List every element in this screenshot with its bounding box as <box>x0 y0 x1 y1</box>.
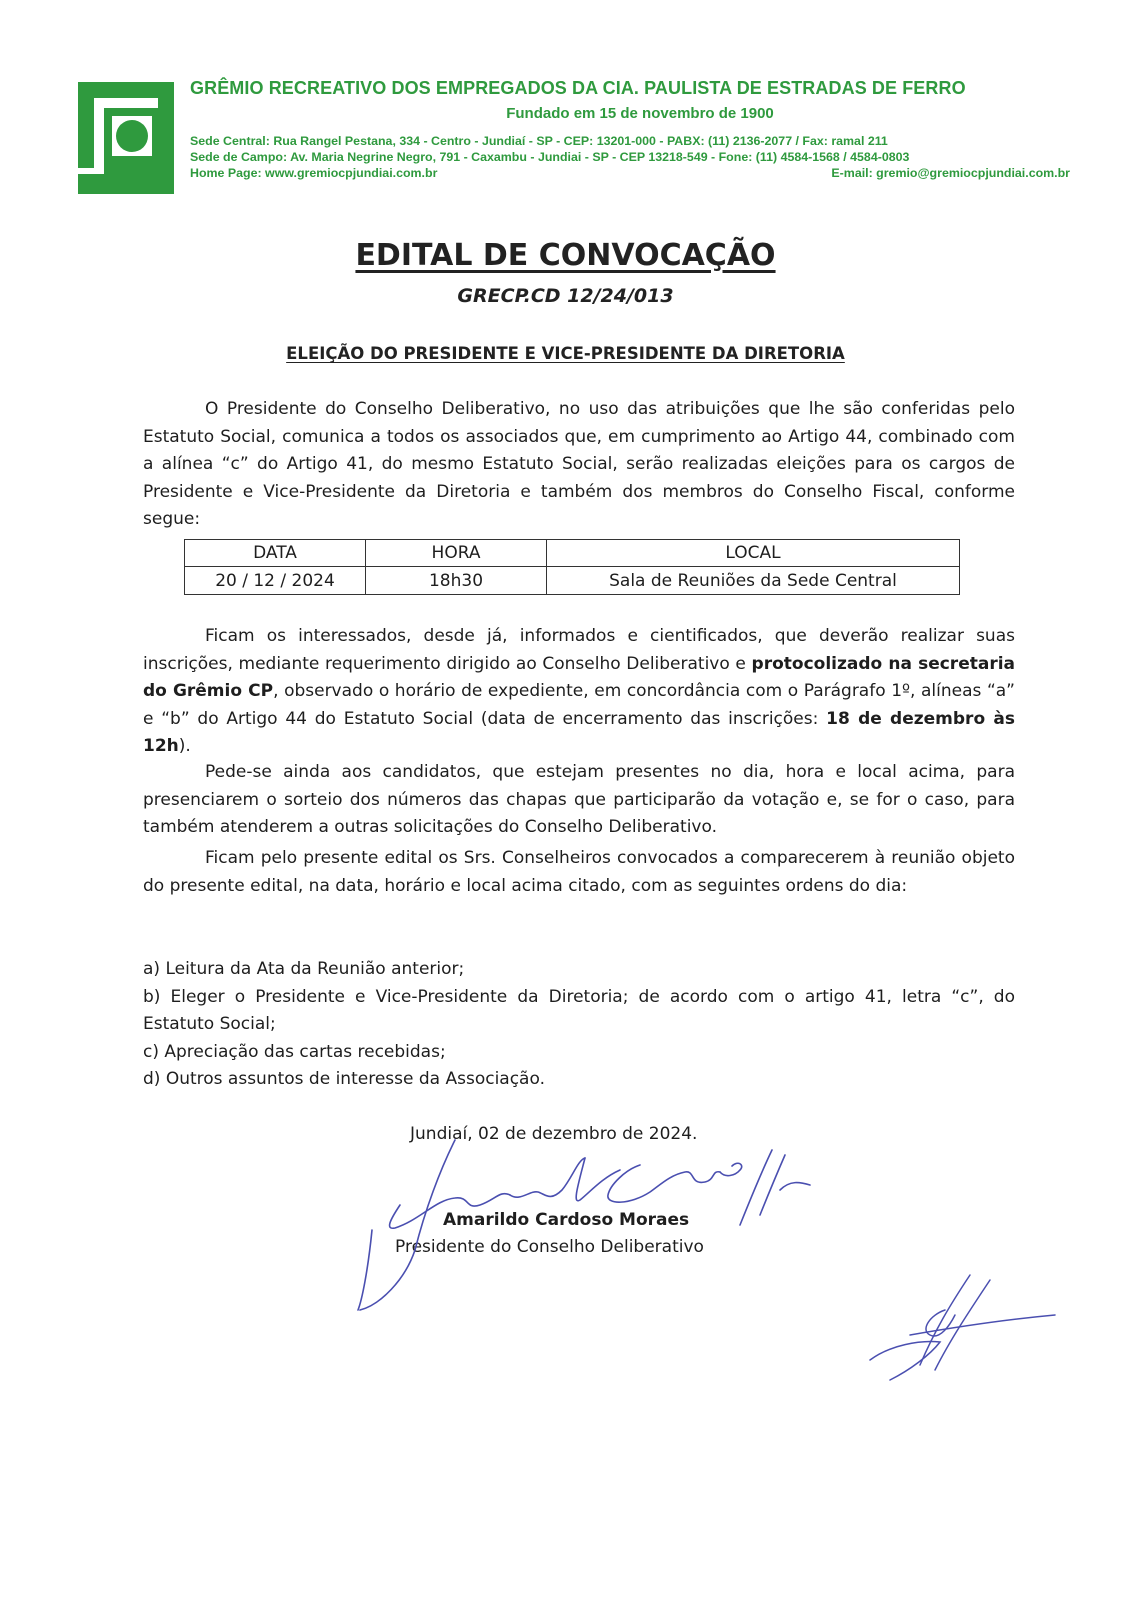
registration-deadline: 18 de dezembro às 12h <box>143 708 1015 756</box>
signer-role: Presidente do Conselho Deliberativo <box>395 1237 704 1257</box>
gremio-cp-logo-icon <box>78 82 174 194</box>
table-header-row <box>185 540 960 567</box>
document-title: EDITAL DE CONVOCAÇÃO <box>355 238 776 273</box>
header-time: HORA <box>366 540 547 567</box>
list-item: c) Apreciação das cartas recebidas; <box>143 1041 446 1062</box>
paragraph-candidates-text: Pede-se ainda aos candidatos, que estejam presentes no dia, hora e local acima, para presenciarem o sorteio dos números das chapas que participarão da votação e, se for o caso, para também atenderem a outras solicitações do Conselho Deliberativo. <box>143 762 1015 837</box>
central-office-text: Sede Central: Rua Rangel Pestana, 334 - Centro - Jundiaí - SP - CEP: 13201-000 - PABX: (11) 2136-2077 / Fax: ramal 211 <box>190 134 888 148</box>
contact-line <box>190 166 1070 180</box>
signer-name: Amarildo Cardoso Moraes <box>443 1210 690 1230</box>
place-and-date: Jundiaí, 02 de dezembro de 2024. <box>410 1124 698 1144</box>
agenda-list <box>143 956 1015 1094</box>
cell-time: 18h30 <box>366 567 547 595</box>
election-schedule-table <box>184 539 960 595</box>
homepage-link[interactable]: Home Page: www.gremiocpjundiai.com.br <box>190 166 438 180</box>
country-office-text: Sede de Campo: Av. Maria Negrine Negro, 791 - Caxambu - Jundiai - SP - CEP 13218-549 - Fone: (11) 4584-1568 / 4584-0803 <box>190 150 910 164</box>
header-place: LOCAL <box>547 540 960 567</box>
country-office-address <box>190 150 1070 164</box>
paragraph-candidates <box>143 759 1015 842</box>
paragraph-registration <box>143 623 1015 761</box>
paragraph-councilors <box>143 845 1015 900</box>
registration-text-1: Ficam os interessados, desde já, informados e cientificados, que deverão realizar suas inscrições, mediante requerimento dirigido ao Conselho Deliberativo e <box>143 626 1015 674</box>
paragraph-announcement <box>143 396 1015 534</box>
initials-signature-icon <box>850 1270 1060 1390</box>
organization-name: GRÊMIO RECREATIVO DOS EMPREGADOS DA CIA. PAULISTA DE ESTRADAS DE FERRO <box>190 78 966 98</box>
paragraph-councilors-text: Ficam pelo presente edital os Srs. Conselheiros convocados a comparecerem à reunião objeto do presente edital, na data, horário e local acima citado, com as seguintes ordens do dia: <box>143 848 1015 896</box>
handwritten-signature-icon <box>340 1130 820 1320</box>
registration-text-3: ). <box>178 736 191 756</box>
founded-date: Fundado em 15 de novembro de 1900 <box>506 105 774 122</box>
document-subject: ELEIÇÃO DO PRESIDENTE E VICE-PRESIDENTE DA DIRETORIA <box>286 344 845 363</box>
central-office-address <box>190 134 1070 148</box>
list-item: d) Outros assuntos de interesse da Associação. <box>143 1069 545 1089</box>
list-item: a) Leitura da Ata da Reunião anterior; <box>143 959 465 979</box>
registration-text-2: , observado o horário de expediente, em concordância com o Parágrafo 1º, alíneas “a” e “b” do Artigo 44 do Estatuto Social (data de encerramento das inscrições: <box>143 681 1015 729</box>
email-link[interactable]: E-mail: gremio@gremiocpjundiai.com.br <box>831 166 1070 180</box>
cell-place: Sala de Reuniões da Sede Central <box>547 567 960 595</box>
registration-bold-1: protocolizado na secretaria do Grêmio CP <box>143 653 1016 701</box>
list-item: b) Eleger o Presidente e Vice-Presidente da Diretoria; de acordo com o artigo 41, letra “c”, do Estatuto Social; <box>143 986 1015 1034</box>
table-row <box>185 567 960 595</box>
header-date: DATA <box>185 540 366 567</box>
cell-date: 20 / 12 / 2024 <box>185 567 366 595</box>
document-reference: GRECP.CD 12/24/013 <box>457 285 674 307</box>
paragraph-announcement-text: O Presidente do Conselho Deliberativo, no uso das atribuições que lhe são conferidas pelo Estatuto Social, comunica a todos os associados que, em cumprimento ao Artigo 44, combinado com a alínea “c” do Artigo 41, do mesmo Estatuto Social, serão realizadas eleições para os cargos de Presidente e Vice-Presidente da Diretoria e também dos membros do Conselho Fiscal, conforme segue: <box>143 399 1015 529</box>
